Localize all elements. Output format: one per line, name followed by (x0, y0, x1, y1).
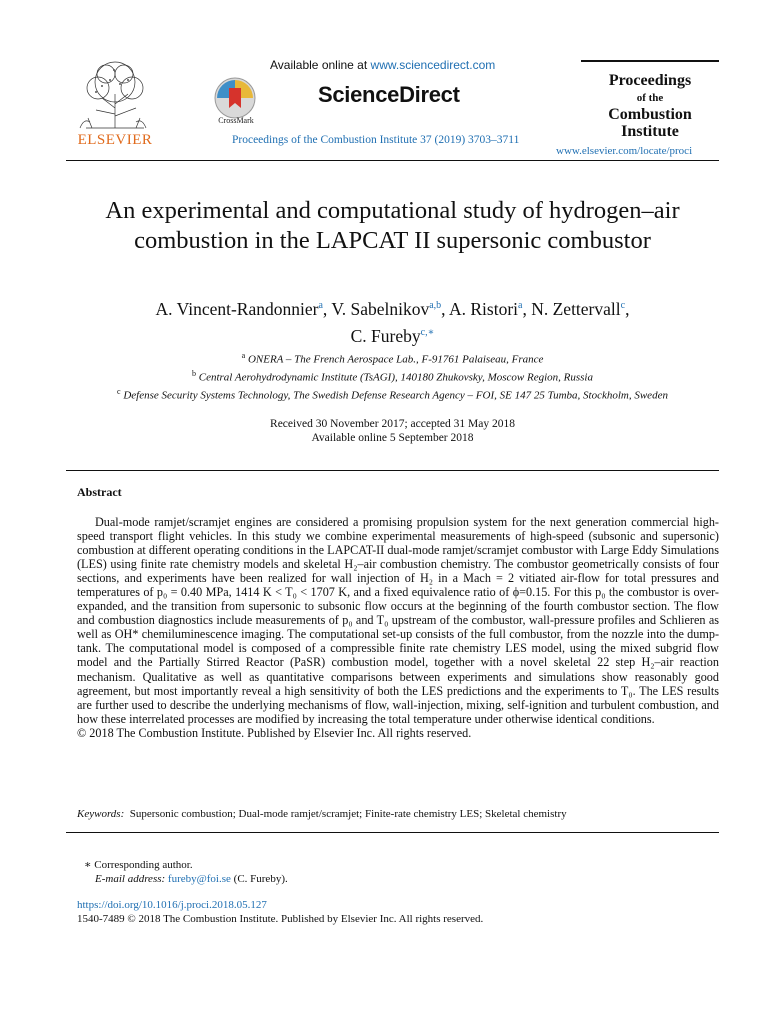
affiliation-text: ONERA – The French Aerospace Lab., F-91761 Palaiseau, France (247, 353, 544, 366)
crossmark-label: CrossMark (218, 116, 254, 125)
affiliation-mark: c (117, 387, 121, 397)
email-label: E-mail address: (95, 873, 166, 885)
abstract-copyright: © 2018 The Combustion Institute. Published by Elsevier Inc. All rights reserved. (77, 725, 472, 740)
author-affiliation-mark[interactable]: a,b (429, 300, 442, 311)
author-name[interactable]: A. Ristori (448, 298, 519, 319)
author-affiliation-mark[interactable]: c,∗ (420, 326, 435, 338)
keywords-text: Supersonic combustion; Dual-mode ramjet/scramjet; Finite-rate chemistry LES; Skeletal chemistry (129, 808, 567, 820)
abstract-body (77, 515, 719, 740)
affiliation-mark: a (241, 351, 246, 360)
journal-title-line1: Proceedings (608, 72, 692, 89)
available-online-line (270, 58, 495, 72)
publisher-wordmark: ELSEVIER (77, 132, 153, 148)
author-name[interactable]: C. Fureby (350, 325, 421, 346)
sciencedirect-wordmark: ScienceDirect (318, 82, 460, 107)
author-affiliation-mark[interactable]: c (620, 300, 626, 311)
issn-copyright-line: 1540-7489 © 2018 The Combustion Institute. Published by Elsevier Inc. All rights reserved. (77, 913, 484, 925)
author-affiliation-mark[interactable]: a (518, 300, 523, 311)
abstract-top-divider (66, 470, 719, 471)
author-name[interactable]: N. Zettervall (531, 298, 621, 319)
available-online-date: Available online 5 September 2018 (311, 432, 474, 444)
article-title: An experimental and computational study of hydrogen–air combustion in the LAPCAT II supersonic combustor (105, 197, 680, 254)
affiliation-item (66, 385, 719, 403)
abstract-heading: Abstract (77, 485, 122, 499)
header-divider (66, 160, 719, 161)
journal-title-line2: of the (636, 92, 664, 104)
author-list (66, 294, 719, 348)
author-name[interactable]: V. Sabelnikov (331, 298, 430, 319)
affiliation-text: Central Aerohydrodynamic Institute (TsAGI), 140180 Zhukovsky, Moscow Region, Russia (198, 371, 593, 384)
sciencedirect-url-link[interactable]: www.sciencedirect.com (370, 58, 496, 72)
author-affiliation-mark[interactable]: a (318, 300, 323, 311)
affiliation-mark: b (192, 369, 196, 379)
journal-citation-line[interactable]: Proceedings of the Combustion Institute 37 (2019) 3703–3711 (232, 134, 520, 146)
author-separator: , (522, 298, 532, 319)
journal-title-line4: Institute (621, 123, 679, 140)
keywords-label: Keywords: (77, 808, 125, 820)
email-suffix: (C. Fureby). (230, 873, 288, 885)
footnote-divider (66, 832, 719, 833)
affiliation-text: Defense Security Systems Technology, The Swedish Defense Research Agency – FOI, SE 147 25 Tumba, Stockholm, Sweden (123, 389, 668, 402)
affiliation-item (66, 349, 719, 367)
affiliation-list (66, 349, 719, 403)
affiliation-item (66, 367, 719, 385)
author-separator: , (625, 298, 630, 319)
email-link[interactable]: fureby@foi.se (167, 873, 231, 885)
crossmark-icon[interactable] (214, 77, 256, 119)
abstract-paragraph: Dual-mode ramjet/scramjet engines are considered a promising propulsion system for the next generation commercial high-speed transport flight vehicles. In this study we combine experimental measurements of high-speed (subsonic and supersonic) combustion at different operating conditions in the LAPCAT-II dual-mode ramjet/scramjet combustor with Large Eddy Simulations (LES) using finite rate chemistry models and skeletal H₂–air combustion chemistry. The combustor geometrically consists of four sections, and experiments have been realized for wall injection of H₂ in a Mach = 2 vitiated air-flow for total pressures and temperatures of p₀ = 0.40 MPa, 1414 K < T₀ < 1707 K, and a fixed equivalence ratio of ϕ=0.15. For this p₀ the combustor is over-expanded, and the transition from supersonic to subsonic flow occurs at the beginning of the fourth combustor section. The flow and combustion diagnostics include measurements of p₀ and T₀ upstream of the combustor, wall-pressure profiles and Schlieren as well as OH* chemiluminescence imaging. The computational set-up consists of the full combustor, from the nozzle into the dump-tank. The computational model is composed of a compressible finite rate chemistry LES model, using the mixed subgrid flow model and the Partially Stirred Reactor (PaSR) combustion model, together with a novel skeletal 22 step H₂–air reaction mechanism. Qualitative as well as quantitative comparisons between experiments and simulations show reasonably good agreement, but most importantly reveal a high sensitivity of both the LES predictions and the experiments to T₀. The LES results are further used to describe the underlying mechanisms of flow, wall-injection, mixing, self-ignition and turbulent combustion, and how these interrelated processes are modified by increasing the total temperature under otherwise identical conditions. (77, 515, 719, 726)
author-name[interactable]: A. Vincent-Randonnier (155, 298, 319, 319)
keywords-line (77, 808, 719, 820)
available-prefix: Available online at (270, 58, 371, 72)
article-dates (66, 417, 719, 445)
corresponding-author-note: ∗ Corresponding author. (84, 859, 193, 871)
author-separator: , (322, 298, 332, 319)
journal-title-box (581, 60, 719, 140)
email-note (95, 873, 288, 885)
journal-url-link[interactable]: www.elsevier.com/locate/proci (556, 145, 693, 157)
journal-title-line3: Combustion (608, 106, 692, 123)
received-accepted-date: Received 30 November 2017; accepted 31 May 2018 (270, 418, 515, 430)
author-separator: , (441, 298, 449, 319)
doi-link[interactable]: https://doi.org/10.1016/j.proci.2018.05.127 (77, 899, 267, 911)
